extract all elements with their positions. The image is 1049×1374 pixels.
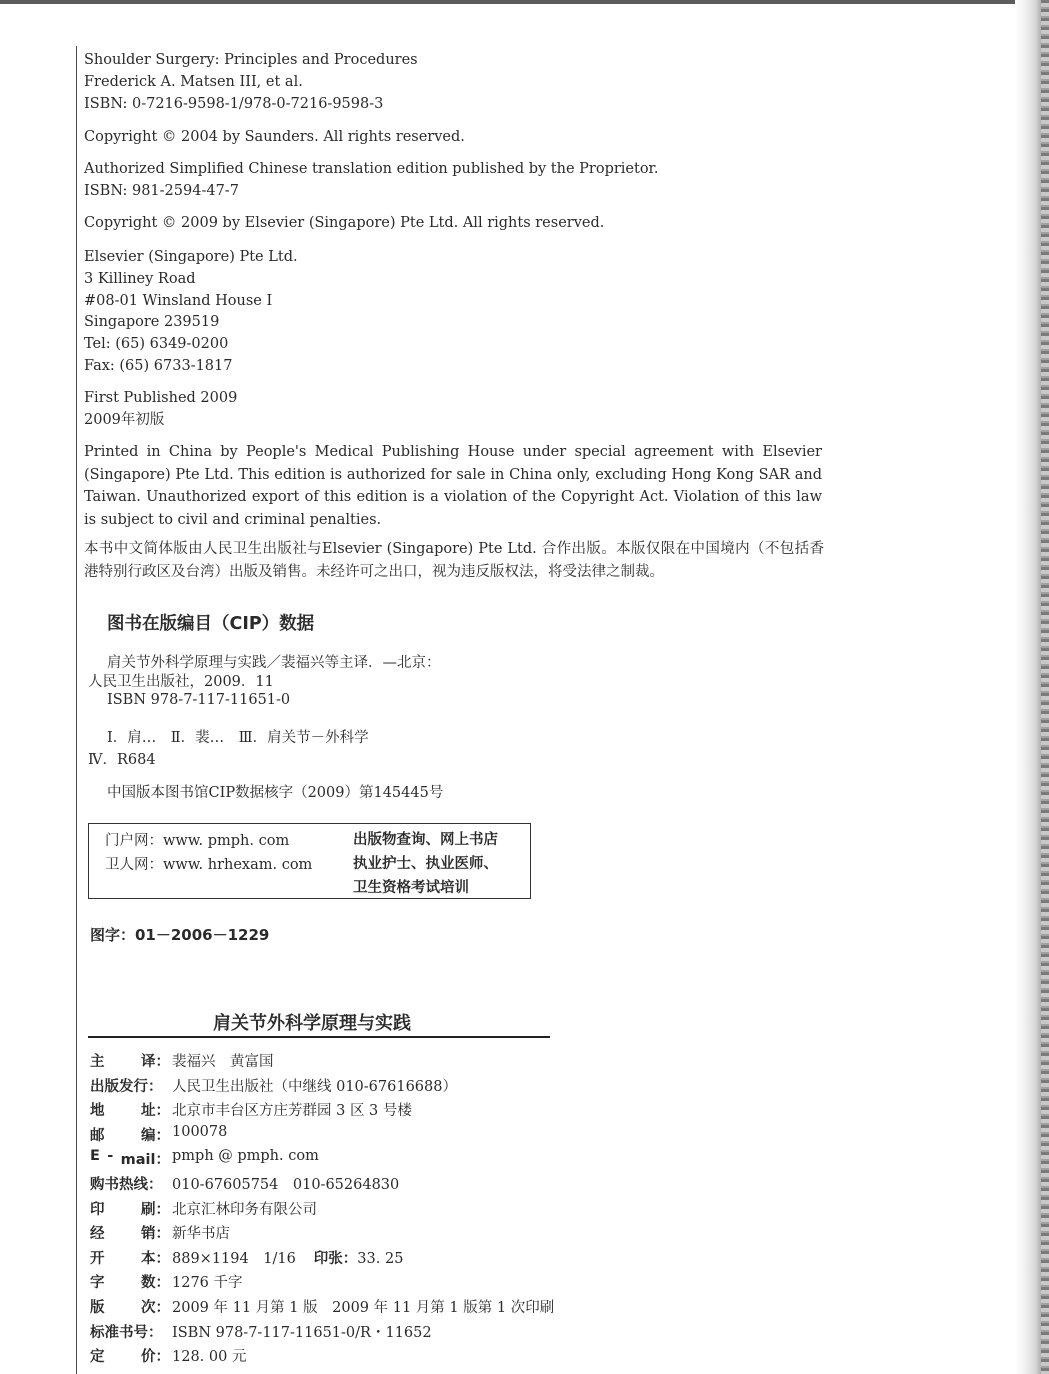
- book-isbn-en: ISBN: 0-7216-9598-1/978-0-7216-9598-3: [84, 95, 384, 112]
- info-value: 裴福兴 黄富国: [172, 1054, 274, 1070]
- book-title-en: Shoulder Surgery: Principles and Procedures: [84, 52, 418, 68]
- printed-notice: Printed in China by People's Medical Publishing House under special agreement with Elsevier (Singapore) Pte Ltd. This edition is authorized for sale in China only, excluding Hong Kong SAR and Taiwan. Unauthorized export of this edition is a violation of the Copyright Act. Violation of this law is subject to civil and criminal penalties.: [84, 444, 822, 528]
- info-key: 地 址：: [90, 1103, 170, 1120]
- cip-heading: 图书在版编目（CIP）数据: [107, 614, 315, 634]
- weiren-url: www. hrhexam. com: [163, 857, 313, 873]
- info-value: ISBN 978-7-117-11651-0/R・11652: [172, 1324, 432, 1341]
- zh-copyright-notice: 本书中文简体版由人民卫生出版社与Elsevier (Singapore) Pte Ltd. 合作出版。本版仅限在中国境内（不包括香港特别行政区及台湾）出版及销售。未经许可之出口，视为违反版权法，将受法律之制裁。: [84, 541, 824, 580]
- first-published-en: First Published 2009: [84, 390, 238, 406]
- first-published: [84, 388, 237, 432]
- service-line: 执业护士、执业医师、: [353, 856, 498, 872]
- address-line: #08-01 Winsland House I: [84, 292, 273, 309]
- cip-line: Ⅳ．R684: [88, 752, 156, 768]
- portal-site: [105, 829, 289, 850]
- registration-number: 图字：01－2006－1229: [90, 926, 270, 944]
- info-value: 新华书店: [172, 1226, 230, 1243]
- info-value: 2009 年 11 月第 1 版 2009 年 11 月第 1 版第 1 次印刷: [172, 1299, 555, 1316]
- address-line: Fax: (65) 6733-1817: [84, 357, 233, 374]
- info-value: 010-67605754 010-65264830: [172, 1176, 400, 1193]
- address-line: 3 Killiney Road: [84, 270, 196, 287]
- title-rule: [88, 1036, 550, 1038]
- info-key: 邮 编：: [90, 1127, 170, 1144]
- address-line: Elsevier (Singapore) Pte Ltd.: [84, 249, 298, 265]
- info-key: 定 价：: [90, 1349, 170, 1366]
- weiren-label: 卫人网：: [105, 857, 163, 873]
- translation-isbn: ISBN: 981-2594-47-7: [84, 182, 239, 199]
- info-value: 人民卫生出版社（中继线 010-67616688）: [172, 1078, 457, 1095]
- address-line: Singapore 239519: [84, 314, 220, 331]
- publisher-address: [84, 247, 298, 378]
- service-line: 卫生资格考试培训: [353, 880, 469, 896]
- portal-label: 门户网：: [105, 833, 163, 849]
- info-key-sheets: 印张：: [313, 1250, 358, 1267]
- scan-right-edge-texture: [1041, 0, 1049, 1374]
- info-key: 主 译：: [90, 1054, 170, 1070]
- info-key: 出版发行：: [90, 1078, 163, 1095]
- copyright-original: Copyright © 2004 by Saunders. All rights reserved.: [84, 129, 465, 145]
- portal-url: www. pmph. com: [163, 833, 290, 849]
- book-info-en: [84, 50, 418, 115]
- cip-line: ISBN 978-7-117-11651-0: [107, 692, 291, 708]
- info-value: 128. 00 元: [172, 1349, 247, 1366]
- binding-margin-line: [76, 46, 77, 1374]
- cip-line: 肩关节外科学原理与实践／裴福兴等主译．—北京：: [107, 655, 441, 671]
- info-key: 字 数：: [90, 1275, 170, 1292]
- book-authors: Frederick A. Matsen III, et al.: [84, 73, 303, 90]
- service-line: 出版物查询、网上书店: [353, 832, 498, 848]
- weiren-site: [105, 853, 312, 874]
- info-key: 版 次：: [90, 1299, 170, 1316]
- cip-line: Ⅰ．肩… Ⅱ．裴… Ⅲ．肩关节－外科学: [107, 730, 369, 746]
- info-key: 标准书号：: [90, 1324, 163, 1341]
- copyright-translation: Copyright © 2009 by Elsevier (Singapore) Pte Ltd. All rights reserved.: [84, 215, 605, 231]
- info-key: 经 销：: [90, 1226, 170, 1243]
- website-services: [353, 828, 498, 900]
- info-value: 1276 千字: [172, 1275, 243, 1292]
- info-value: 北京汇林印务有限公司: [172, 1201, 317, 1218]
- info-value: 889×1194 1/16 印张：33. 25: [172, 1250, 404, 1267]
- info-key: 印 刷：: [90, 1201, 170, 1218]
- book-title-zh: 肩关节外科学原理与实践: [213, 1013, 411, 1034]
- address-line: Tel: (65) 6349-0200: [84, 336, 229, 353]
- info-value-sheets: 33. 25: [357, 1250, 404, 1267]
- info-value: 北京市丰台区方庄芳群园 3 区 3 号楼: [172, 1103, 412, 1120]
- info-value: 100078: [172, 1123, 228, 1140]
- info-key: 开 本：: [90, 1250, 170, 1267]
- cip-record-number: 中国版本图书馆CIP数据核字（2009）第145445号: [107, 785, 444, 801]
- info-value: pmph @ pmph. com: [172, 1148, 319, 1165]
- translation-line: Authorized Simplified Chinese translation edition published by the Proprietor.: [84, 161, 659, 177]
- scan-top-edge: [0, 0, 1049, 4]
- first-published-zh: 2009年初版: [84, 411, 165, 428]
- info-key: E - mail：: [90, 1148, 170, 1169]
- translation-info: [84, 159, 659, 203]
- info-key: 购书热线：: [90, 1176, 163, 1193]
- cip-line: 人民卫生出版社，2009．11: [88, 674, 274, 690]
- website-box: [88, 823, 531, 899]
